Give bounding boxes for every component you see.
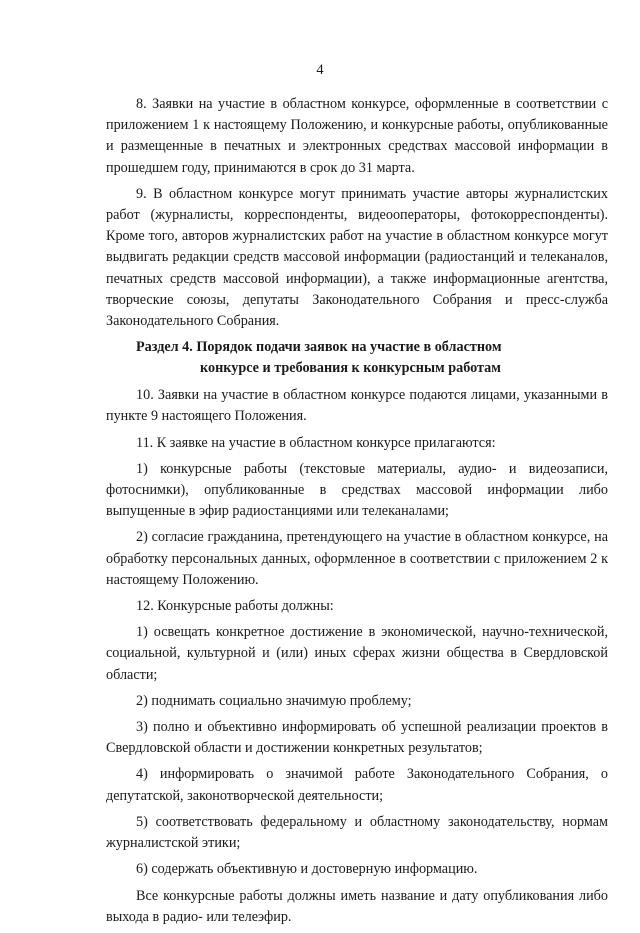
section-4-heading — [106, 337, 608, 378]
page-number: 4 — [316, 62, 324, 78]
paragraph-12-item-4: 4) информировать о значимой работе Законодательного Собрания, о депутатской, законотворческой деятельности; — [106, 766, 608, 804]
paragraph-11-item-1: 1) конкурсные работы (текстовые материалы, аудио- и видеозаписи, фотоснимки), опубликованные в средствах массовой информации либо выпущенные в эфир радиостанциями или телеканалами; — [106, 460, 608, 520]
paragraph-12-item-6: 6) содержать объективную и достоверную информацию. — [136, 861, 478, 878]
paragraph-12-item-3: 3) полно и объективно информировать об успешной реализации проектов в Свердловской области и достижении конкретных результатов; — [106, 719, 608, 757]
section-heading-line-1: Раздел 4. Порядок подачи заявок на участие в областном — [136, 339, 502, 356]
paragraph-12: 12. Конкурсные работы должны: — [136, 598, 334, 615]
paragraph-10: 10. Заявки на участие в областном конкурсе подаются лицами, указанными в пункте 9 настоящего Положения. — [106, 387, 608, 425]
document-body — [106, 94, 608, 933]
paragraph-11-item-2: 2) согласие гражданина, претендующего на участие в областном конкурсе, на обработку персональных данных, оформленное в соответствии с приложением 2 к настоящему Положению. — [106, 529, 608, 588]
paragraph-12-item-2: 2) поднимать социально значимую проблему; — [136, 692, 412, 709]
paragraph-12-item-1: 1) освещать конкретное достижение в экономической, научно-технической, социальной, культурной и (или) иных сферах жизни общества в Свердловской области; — [106, 624, 608, 683]
paragraph-12-item-5: 5) соответствовать федеральному и областному законодательству, нормам журналистской этики; — [106, 813, 608, 852]
paragraph-11: 11. К заявке на участие в областном конкурсе прилагаются: — [136, 434, 496, 451]
section-heading-line-2: конкурсе и требования к конкурсным работам — [200, 359, 501, 376]
paragraph-8: 8. Заявки на участие в областном конкурсе, оформленные в соответствии с приложением 1 к настоящему Положению, и конкурсные работы, опубликованные и размещенные в печатных и электронных средствах массовой информации в прошедшем году, принимаются в срок до 31 марта. — [106, 96, 608, 176]
paragraph-9: 9. В областном конкурсе могут принимать участие авторы журналистских работ (журналисты, корреспонденты, видеооператоры, фотокорреспонденты). Кроме того, авторов журналистских работ на участие в областном конкурсе могут выдвигать редакции средств массовой информации (радиостанций и телеканалов, печатных средств массовой информации), а также информационные агентства, творческие союзы, депутаты Законодательного Собрания и пресс-служба Законодательного Собрания. — [106, 185, 608, 330]
paragraph-closing: Все конкурсные работы должны иметь название и дату опубликования либо выхода в радио- или телеэфир. — [106, 887, 608, 925]
